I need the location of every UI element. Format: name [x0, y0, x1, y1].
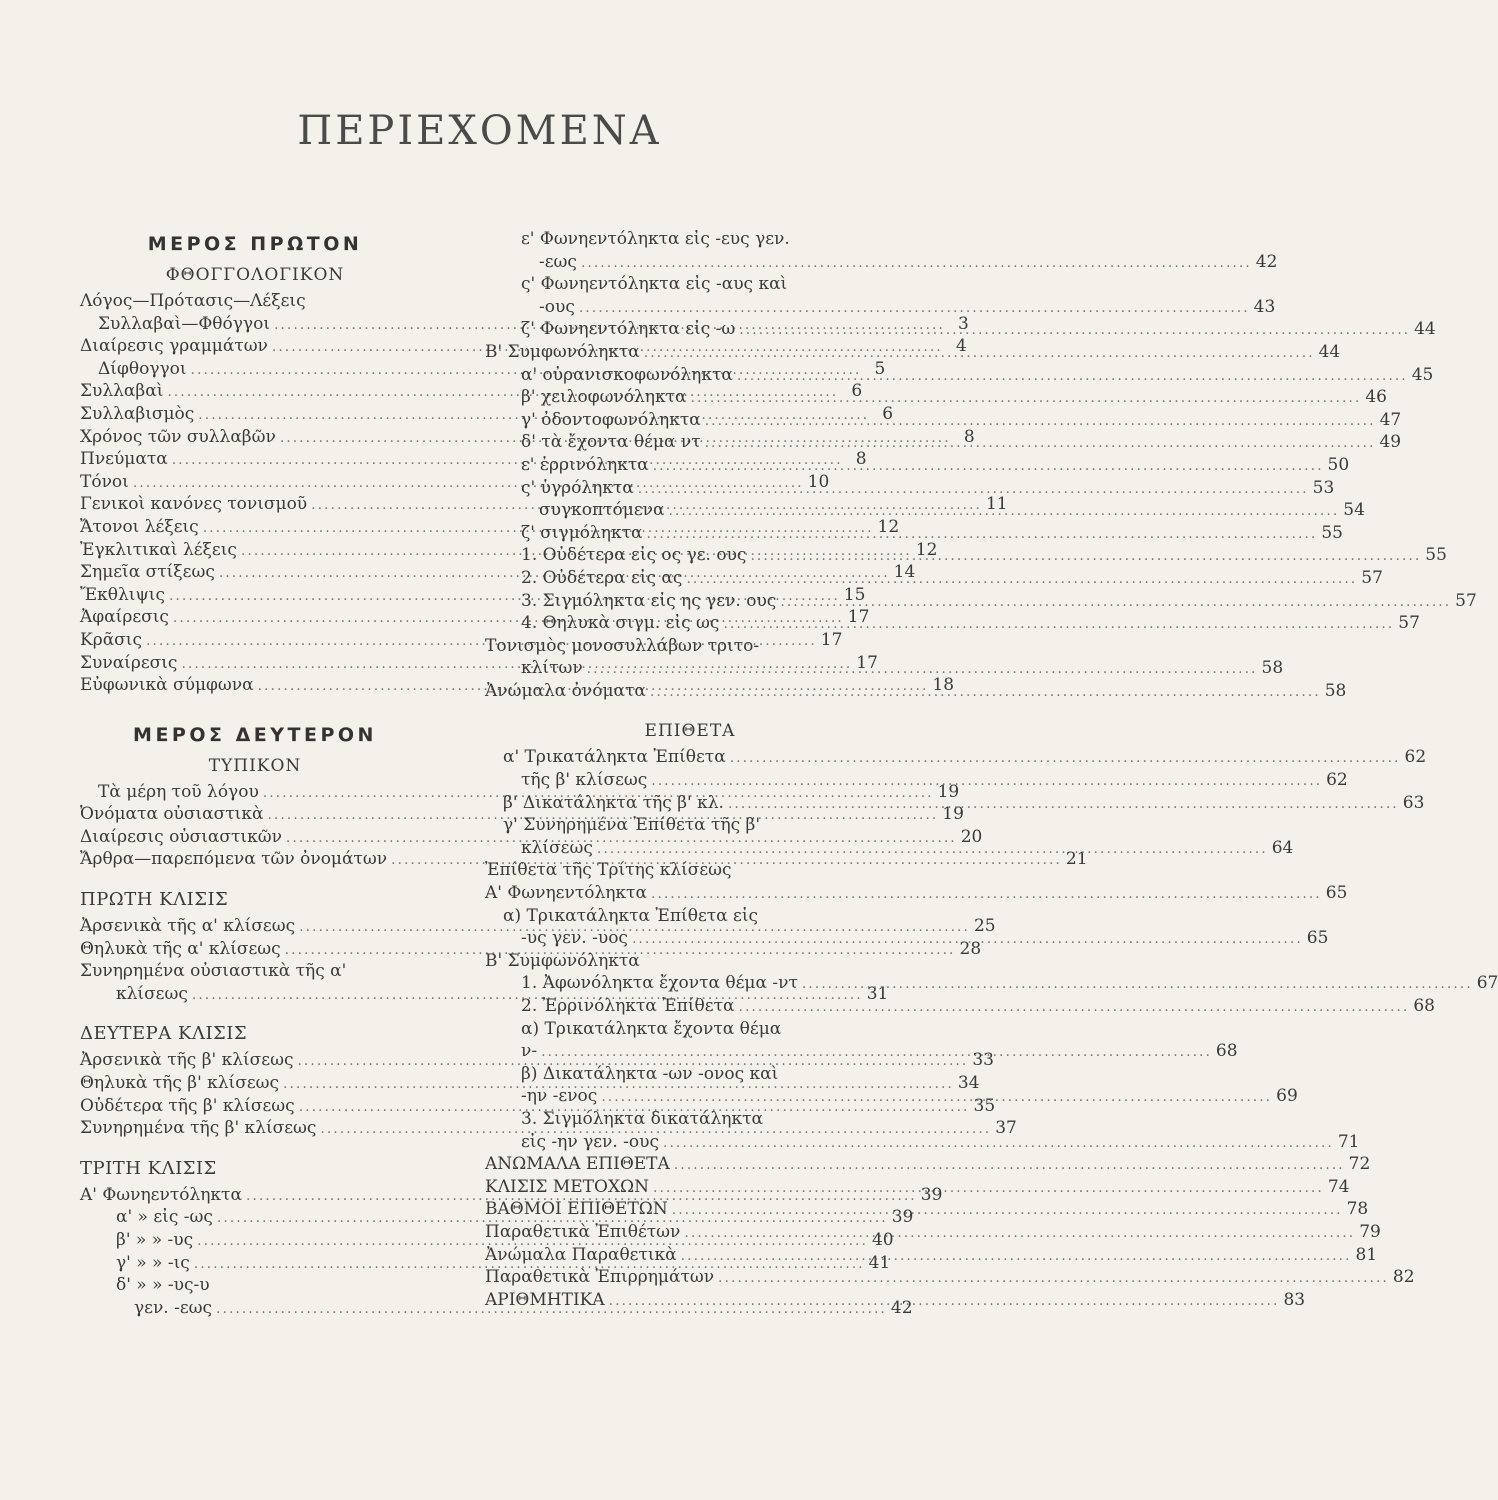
toc-entry — [485, 1131, 1360, 1154]
toc-entry-page: 58 — [1324, 680, 1347, 701]
toc-entry-title: εἰς -ην γεν. -ους — [521, 1131, 660, 1152]
leader-dots — [646, 523, 1317, 546]
toc-entry-page: 45 — [1411, 364, 1434, 385]
toc-entry-page: 15 — [843, 584, 866, 605]
leader-dots — [587, 658, 1258, 681]
toc-entry-title: ε' Φωνηεντόληκτα εἰς -ευς γεν. — [521, 229, 790, 249]
toc-entry-title: Τὰ μέρη τοῦ λόγου — [98, 781, 259, 802]
toc-entry-title: ν- — [521, 1041, 538, 1062]
leader-dots — [750, 545, 1421, 568]
toc-entry-title: α' » εἰς -ως — [116, 1207, 213, 1228]
leader-dots — [681, 1245, 1352, 1268]
toc-entry-title: ζ' σιγμόληκτα — [521, 522, 643, 543]
toc-entry-title: 2. Οὐδέτερα εἰς ας — [521, 567, 683, 588]
section-heading: ΔΕΥΤΕΡΑ ΚΛΙΣΙΣ — [80, 1023, 248, 1045]
toc-entry-title: Χρόνος τῶν συλλαβῶν — [80, 426, 276, 447]
toc-entry — [485, 364, 1434, 387]
toc-entry-page: 57 — [1361, 567, 1383, 588]
toc-entry-page: 18 — [932, 675, 955, 696]
toc-entry-title: Θηλυκὰ τῆς α' κλίσεως — [80, 938, 281, 959]
leader-dots — [651, 770, 1322, 793]
toc-entry-title: Ἀνώμαλα ὀνόματα — [485, 680, 646, 701]
toc-entry-title: Συναίρεσις — [80, 652, 178, 673]
leader-dots — [581, 252, 1252, 275]
toc-entry-page: 21 — [1065, 849, 1088, 870]
toc-entry-page: 78 — [1346, 1199, 1369, 1220]
toc-entry-page: 5 — [874, 358, 886, 379]
toc-entry-page: 39 — [891, 1207, 914, 1228]
toc-entry-page: 19 — [937, 781, 960, 802]
toc-entry-title: ΚΛΙΣΙΣ ΜΕΤΟΧΩΝ — [485, 1176, 650, 1197]
toc-entry — [485, 251, 1278, 274]
toc-entry-title: ζ' Φωνηεντόληκτα εἰς -ω — [521, 319, 736, 340]
toc-entry — [485, 657, 1284, 680]
toc-entry-page: 42 — [890, 1297, 913, 1318]
toc-entry-title: Συνηρημένα οὐσιαστικὰ τῆς α' — [80, 961, 347, 982]
toc-entry-title: 1. Ἀφωνόληκτα ἔχοντα θέμα -ντ — [521, 973, 798, 994]
toc-entry-page: 74 — [1327, 1176, 1350, 1197]
toc-entry-page: 68 — [1413, 996, 1435, 1016]
toc-entry-title: β' » » -υς — [116, 1230, 194, 1250]
leader-dots — [684, 1222, 1355, 1245]
toc-entry-title: Συλλαβισμὸς — [80, 403, 195, 424]
toc-entry — [485, 454, 1350, 477]
toc-entry-page: 28 — [959, 938, 982, 959]
toc-entry-title: Λόγος—Πρότασις—Λέξεις — [80, 291, 306, 311]
toc-entry-page: 19 — [942, 804, 964, 825]
section-heading: ΠΡΩΤΗ ΚΛΙΣΙΣ — [80, 889, 229, 911]
toc-entry — [485, 273, 895, 296]
part-subheading: ΤΥΠΙΚΟΝ — [208, 755, 302, 776]
toc-entry-title: -ους — [539, 296, 575, 317]
toc-entry-title: Συλλαβαὶ — [80, 381, 164, 402]
toc-entry-title: Διαίρεσις οὐσιαστικῶν — [80, 826, 282, 847]
toc-entry-page: 83 — [1283, 1289, 1306, 1310]
toc-entry-title: Διαίρεσις γραμμάτων — [80, 336, 268, 357]
toc-entry — [485, 1244, 1378, 1267]
toc-entry-title: β) Δικατάληκτα -ων -ονος καὶ — [521, 1063, 779, 1084]
leader-dots — [663, 1132, 1334, 1155]
toc-entry-page: 33 — [972, 1050, 994, 1071]
toc-entry-title: Οὐδέτερα τῆς β' κλίσεως — [80, 1095, 295, 1116]
toc-entry-page: 11 — [985, 494, 1008, 515]
toc-entry-title: Συλλαβαὶ—Φθόγγοι — [98, 313, 270, 334]
toc-entry-title: γ' » » -ις — [116, 1252, 190, 1273]
leader-dots — [653, 455, 1324, 478]
toc-entry-page: 67 — [1476, 973, 1498, 994]
toc-entry-page: 81 — [1355, 1244, 1378, 1265]
toc-entry — [485, 905, 895, 928]
toc-entry-page: 31 — [866, 983, 889, 1004]
toc-entry-title: Ὀνόματα οὐσιαστικὰ — [80, 804, 264, 825]
leader-dots — [672, 1199, 1343, 1222]
toc-entry-page: 20 — [960, 826, 983, 847]
toc-entry-title: ς' ὑγρόληκτα — [521, 477, 634, 498]
toc-entry — [80, 960, 430, 983]
toc-entry-title: Παραθετικὰ Ἐπιθέτων — [485, 1221, 681, 1242]
leader-dots — [609, 1290, 1280, 1313]
toc-entry — [485, 477, 1335, 500]
page-title: ΠΕΡΙΕΧΟΜΕΝΑ — [297, 108, 662, 154]
toc-entry-title: 1. Οὐδέτερα εἰς ος γε. ους — [521, 545, 747, 566]
toc-entry-title: β' χειλοφωνόληκτα — [521, 387, 687, 408]
leader-dots — [718, 1267, 1389, 1290]
toc-entry-title: α' οὐρανισκοφωνόληκτα — [521, 364, 733, 385]
toc-entry-title: β' Δικατάληκτα τῆς β' κλ. — [503, 792, 724, 813]
toc-entry — [485, 1266, 1415, 1289]
leader-dots — [705, 410, 1376, 433]
toc-entry — [485, 995, 1435, 1018]
leader-dots — [730, 747, 1401, 770]
leader-dots — [601, 1086, 1272, 1109]
leader-dots — [644, 342, 1315, 365]
toc-entry-page: 69 — [1276, 1086, 1298, 1107]
toc-entry-title: Α' Φωνηεντόληκτα — [80, 1184, 242, 1205]
toc-entry-title: κλίτων — [521, 658, 583, 679]
toc-entry — [485, 1063, 895, 1086]
toc-entry-page: 44 — [1414, 319, 1436, 340]
leader-dots — [737, 365, 1408, 388]
toc-entry-page: 50 — [1327, 454, 1350, 475]
toc-entry-title: ε' ἐρρινόληκτα — [521, 454, 649, 475]
toc-entry-title: Εὐφωνικὰ σύμφωνα — [80, 675, 254, 696]
toc-entry — [485, 590, 1477, 613]
leader-dots — [739, 319, 1410, 342]
toc-entry-page: 37 — [995, 1118, 1017, 1139]
toc-entry — [485, 296, 1276, 319]
leader-dots — [632, 928, 1303, 951]
toc-entry — [485, 746, 1427, 769]
part-heading: ΜΕΡΟΣ ΔΕΥΤΕΡΟΝ — [133, 723, 377, 746]
toc-entry — [485, 1108, 895, 1131]
toc-entry-page: 71 — [1337, 1131, 1360, 1152]
toc-entry — [80, 1274, 430, 1297]
toc-entry-page: 6 — [882, 403, 894, 424]
toc-entry-title: Σημεῖα στίξεως — [80, 562, 215, 583]
toc-entry-page: 68 — [1215, 1041, 1238, 1062]
toc-entry-title: Συνηρημένα τῆς β' κλίσεως — [80, 1118, 317, 1139]
toc-entry — [485, 859, 895, 882]
toc-entry — [485, 612, 1420, 635]
toc-entry-page: 12 — [915, 539, 938, 560]
leader-dots — [651, 883, 1322, 906]
toc-entry-title: -υς γεν. -υος — [521, 928, 628, 949]
toc-entry-title: γ' ὀδοντοφωνόληκτα — [521, 409, 701, 430]
toc-entry-page: 57 — [1455, 590, 1477, 611]
toc-entry-page: 46 — [1365, 387, 1387, 408]
toc-entry-title: Ἐπίθετα τῆς Τρίτης κλίσεως — [485, 860, 732, 881]
toc-entry-page: 55 — [1425, 545, 1447, 566]
toc-entry — [485, 341, 1341, 364]
toc-entry-title: Γενικοὶ κανόνες τονισμοῦ — [80, 494, 308, 515]
toc-entry — [485, 950, 895, 973]
part-subheading: ΦΘΟΓΓΟΛΟΓΙΚΟΝ — [165, 265, 345, 285]
leader-dots — [579, 297, 1250, 320]
toc-entry-title: συγκοπτόμενα — [539, 500, 665, 521]
toc-entry-page: 58 — [1261, 658, 1284, 679]
leader-dots — [723, 613, 1394, 636]
leader-dots — [728, 793, 1399, 816]
toc-entry — [485, 228, 895, 251]
toc-entry-page: 17 — [820, 629, 843, 650]
toc-entry-page: 17 — [856, 652, 878, 673]
toc-entry-page: 64 — [1271, 837, 1294, 858]
leader-dots — [674, 1154, 1345, 1177]
toc-entry-page: 6 — [851, 381, 863, 402]
toc-entry-page: 53 — [1312, 477, 1335, 498]
toc-entry-page: 54 — [1343, 500, 1365, 521]
toc-entry-title: Ἀφαίρεσις — [80, 607, 169, 628]
toc-entry-page: 65 — [1306, 928, 1329, 949]
toc-entry-title: Ἀρσενικὰ τῆς β' κλίσεως — [80, 1050, 294, 1071]
toc-entry-title: Κρᾶσις — [80, 629, 142, 650]
toc-entry — [485, 972, 1498, 995]
toc-entry-title: κλίσεως — [521, 837, 593, 858]
toc-entry — [485, 318, 1436, 341]
toc-entry-title: γεν. -εως — [134, 1297, 213, 1318]
leader-dots — [691, 387, 1362, 410]
toc-entry — [80, 1049, 994, 1072]
toc-entry-page: 10 — [807, 471, 830, 492]
leader-dots — [650, 681, 1321, 704]
toc-entry — [485, 522, 1343, 545]
toc-entry-title: κλίσεως — [116, 983, 188, 1004]
toc-entry-title: 3. Σιγμόληκτα εἰς ης γεν. ους — [521, 590, 777, 611]
toc-entry-title: Ἔκθλιψις — [80, 584, 165, 605]
toc-entry-title: Θηλυκὰ τῆς β' κλίσεως — [80, 1073, 280, 1094]
toc-entry-page: 63 — [1402, 792, 1425, 813]
toc-entry-page: 17 — [847, 607, 870, 628]
toc-entry — [485, 431, 1402, 454]
toc-entry-page: 62 — [1326, 770, 1348, 791]
toc-entry-title: τῆς β' κλίσεως — [521, 770, 648, 791]
toc-entry-page: 55 — [1321, 522, 1343, 543]
section-heading: ΤΡΙΤΗ ΚΛΙΣΙΣ — [80, 1157, 217, 1179]
toc-entry-title: Τονισμὸς μονοσυλλάβων τριτο- — [485, 635, 760, 656]
toc-entry-title: -εως — [539, 251, 577, 272]
toc-entry — [485, 1153, 1371, 1176]
leader-dots — [668, 500, 1339, 523]
toc-entry-title: ΒΑΘΜΟΙ ΕΠΙΘΕΤΩΝ — [485, 1199, 668, 1220]
toc-entry-page: 4 — [955, 336, 967, 357]
toc-entry — [485, 882, 1348, 905]
toc-entry-page: 25 — [973, 916, 996, 937]
leader-dots — [638, 478, 1309, 501]
toc-entry-title: δ' τὰ ἔχοντα θέμα ντ — [521, 432, 701, 453]
toc-entry-page: 82 — [1392, 1267, 1415, 1288]
toc-entry-title: α) Τρικατάληκτα ἔχοντα θέμα — [521, 1018, 782, 1039]
toc-entry-title: Ἀρσενικὰ τῆς α' κλίσεως — [80, 916, 296, 937]
toc-entry-title: α) Τρικατάληκτα Ἐπίθετα εἰς — [503, 905, 759, 926]
toc-entry — [485, 409, 1402, 432]
toc-entry-title: Β' Συμφωνόληκτα — [485, 950, 640, 971]
toc-entry-title: Ἄτονοι λέξεις — [80, 516, 199, 537]
toc-entry-title: ΑΡΙΘΜΗΤΙΚΑ — [485, 1289, 605, 1310]
toc-entry-page: 8 — [963, 426, 975, 447]
toc-entry-title: 4. Θηλυκὰ σιγμ. εἰς ως — [521, 613, 720, 634]
toc-entry-page: 49 — [1379, 432, 1402, 453]
toc-entry-title: Ἄρθρα—παρεπόμενα τῶν ὀνομάτων — [80, 849, 388, 870]
toc-entry-title: α' Τρικατάληκτα Ἐπίθετα — [503, 747, 726, 768]
leader-dots — [541, 1041, 1212, 1064]
toc-entry-title: 2. Ἐρρινόληκτα Ἐπίθετα — [521, 996, 735, 1016]
toc-entry-title: -ην -ενος — [521, 1086, 598, 1107]
toc-entry-title: Τόνοι — [80, 471, 129, 492]
toc-entry-page: 34 — [957, 1073, 980, 1094]
toc-entry-page: 39 — [920, 1184, 943, 1205]
toc-entry-page: 79 — [1359, 1221, 1381, 1242]
leader-dots — [597, 838, 1268, 861]
toc-entry-page: 40 — [871, 1230, 894, 1250]
toc-entry — [485, 1221, 1381, 1244]
toc-entry-title: Α' Φωνηεντόληκτα — [485, 883, 647, 904]
toc-entry-title: ς' Φωνηεντόληκτα εἰς -αυς καὶ — [521, 274, 788, 295]
toc-entry-page: 47 — [1379, 409, 1402, 430]
toc-entry-title: Παραθετικὰ Ἐπιρρημάτων — [485, 1267, 715, 1288]
toc-entry — [80, 290, 430, 313]
toc-entry-page: 3 — [957, 313, 969, 334]
leader-dots — [686, 568, 1357, 591]
toc-entry — [485, 386, 1387, 409]
toc-entry-title: Ἐγκλιτικαὶ λέξεις — [80, 539, 237, 560]
leader-dots — [780, 591, 1451, 614]
toc-entry-title: γ' Συνηρημένα Ἐπίθετα τῆς β' — [503, 815, 761, 836]
toc-entry-title: Β' Συμφωνόληκτα — [485, 341, 640, 362]
toc-entry-page: 43 — [1253, 296, 1276, 317]
toc-entry-page: 44 — [1318, 341, 1341, 362]
toc-entry-page: 62 — [1404, 747, 1427, 768]
toc-entry-page: 35 — [973, 1095, 996, 1116]
toc-entry — [485, 1018, 895, 1041]
toc-entry-page: 12 — [877, 516, 900, 537]
toc-entry-title: ΑΝΩΜΑΛΑ ΕΠΙΘΕΤΑ — [485, 1154, 670, 1175]
part-heading: ΜΕΡΟΣ ΠΡΩΤΟΝ — [147, 233, 363, 255]
toc-entry-page: 42 — [1255, 251, 1278, 272]
section-heading: ΕΠΙΘΕΤΑ — [644, 721, 736, 742]
toc-entry-page: 14 — [893, 562, 916, 583]
toc-entry-title: Δίφθογγοι — [98, 358, 187, 379]
toc-entry — [485, 635, 895, 658]
toc-entry-title: δ' » » -υς-υ — [116, 1275, 210, 1296]
toc-entry-title: Ἀνώμαλα Παραθετικὰ — [485, 1244, 677, 1265]
toc-entry-page: 41 — [868, 1252, 891, 1273]
toc-entry-page: 65 — [1325, 883, 1348, 904]
leader-dots — [802, 973, 1473, 996]
toc-entry-page: 8 — [855, 449, 867, 470]
toc-entry-page: 72 — [1348, 1154, 1371, 1175]
toc-entry — [485, 814, 895, 837]
toc-entry-title: 3. Σιγμόληκτα δικατάληκτα — [521, 1108, 763, 1129]
leader-dots — [739, 996, 1410, 1019]
leader-dots — [705, 432, 1376, 455]
leader-dots — [653, 1177, 1324, 1200]
toc-entry-title: Πνεύματα — [80, 449, 168, 470]
toc-entry-page: 57 — [1398, 613, 1420, 634]
